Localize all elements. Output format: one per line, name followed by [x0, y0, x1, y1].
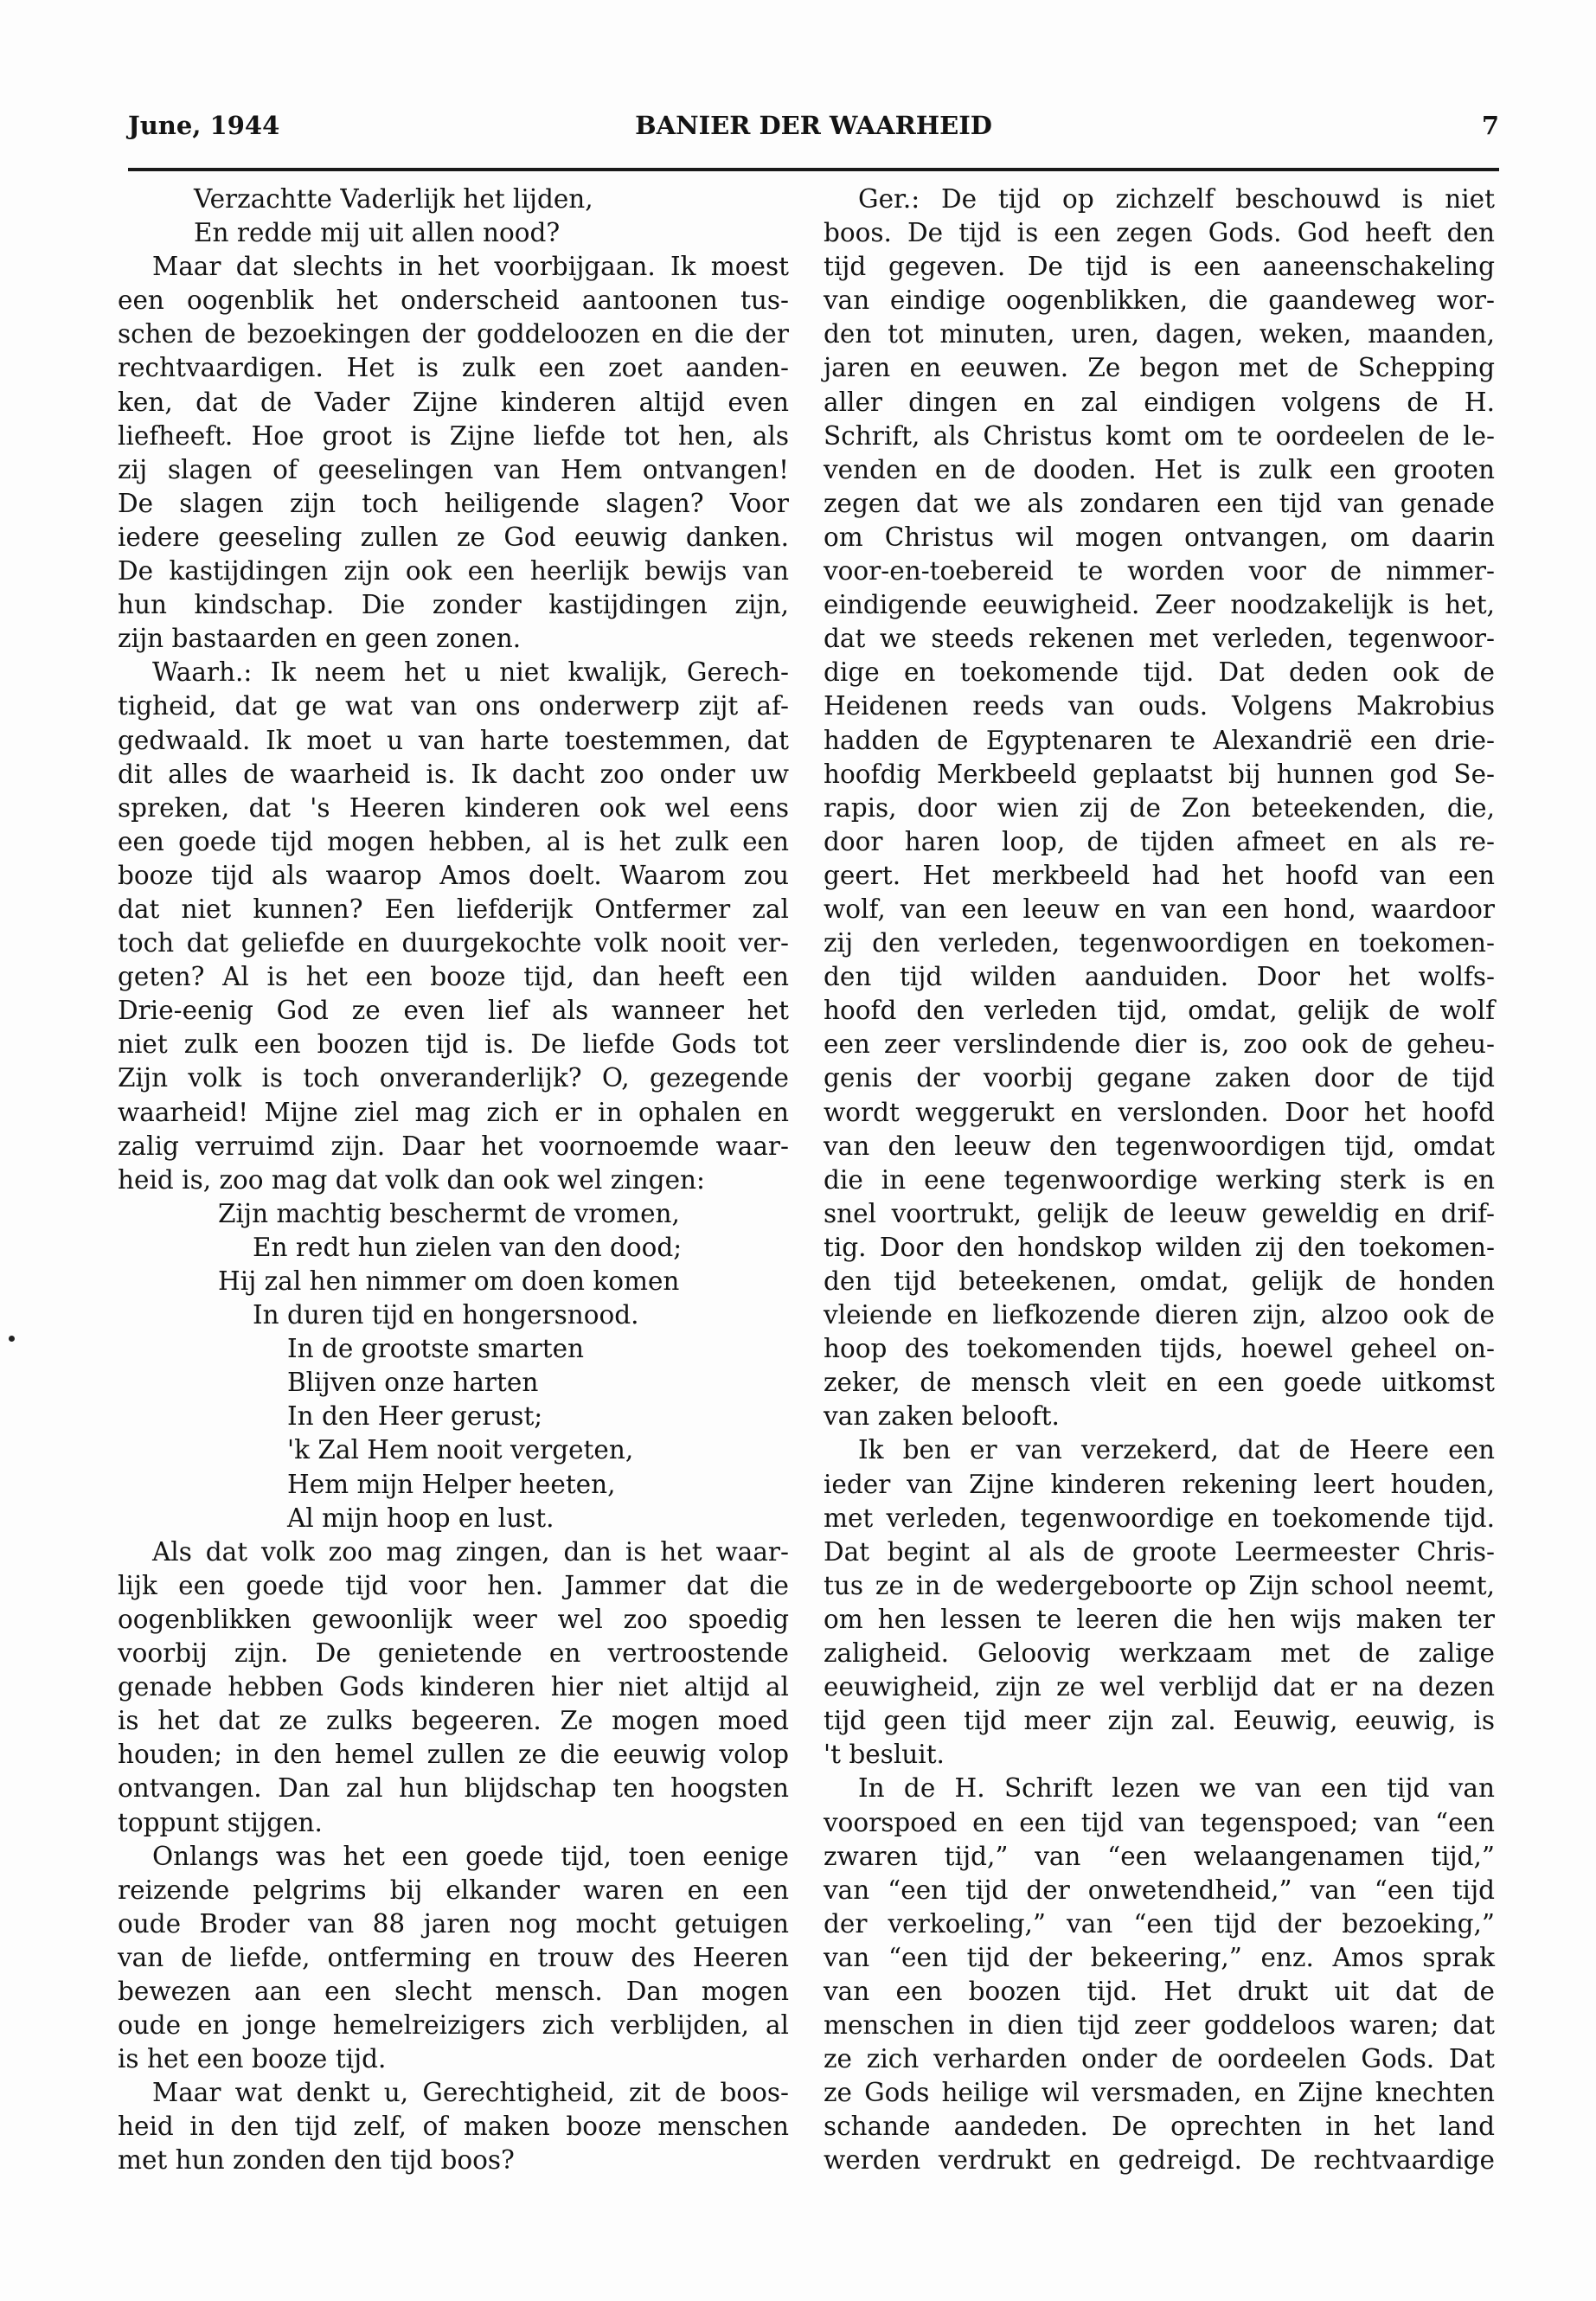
text-line: een goede tijd mogen hebben, al is het zulk een [118, 826, 789, 856]
text-line: voorbij zijn. De genietende en vertroostende [118, 1638, 789, 1669]
text-line: schen de bezoekingen der goddeloozen en die der [118, 319, 789, 349]
text-line: van een boozen tijd. Het drukt uit dat de [824, 1976, 1495, 2006]
right-column [824, 183, 1495, 2178]
text-line: dit alles de waarheid is. Ik dacht zoo onder uw [118, 759, 789, 789]
text-line: tijd geen tijd meer zijn zal. Eeuwig, eeuwig, is [824, 1706, 1495, 1736]
text-line: eeuwigheid, zijn ze wel verblijd dat er na dezen [824, 1672, 1495, 1702]
text-line: zijn bastaarden en geen zonen. [118, 624, 522, 654]
text-line: van zaken belooft. [824, 1401, 1060, 1432]
text-line: van “een tijd der onwetendheid,” van “een tijd [824, 1875, 1495, 1905]
text-line: In de H. Schrift lezen we van een tijd van [858, 1773, 1495, 1804]
text-line: boos. De tijd is een zegen Gods. God heeft den [824, 218, 1495, 248]
text-line: ze zich verharden onder de oordeelen Gods. Dat [824, 2044, 1495, 2074]
text-line: En redde mij uit allen nood? [194, 218, 561, 248]
text-line: booze tijd als waarop Amos doelt. Waarom zou [118, 860, 789, 890]
text-line: voor-en-toebereid te worden voor de nimmer- [824, 556, 1495, 586]
text-line: met hun zonden den tijd boos? [118, 2145, 515, 2176]
text-line: Zijn machtig beschermt de vromen, [218, 1198, 680, 1228]
page-number: 7 [1481, 111, 1499, 140]
text-line: oude en jonge hemelreizigers zich verblijden, al [118, 2010, 789, 2041]
text-line: Maar dat slechts in het voorbijgaan. Ik moest [152, 252, 789, 282]
text-line: rapis, door wien zij de Zon beteekenden, die, [824, 792, 1495, 823]
text-line: bewezen aan een slecht mensch. Dan mogen [118, 1976, 789, 2006]
text-line: gedwaald. Ik moet u van harte toestemmen, dat [118, 725, 789, 755]
text-line: dat niet kunnen? Een liefderijk Ontfermer zal [118, 894, 789, 924]
text-line: Verzachtte Vaderlijk het lijden, [194, 184, 593, 214]
text-line: eindigende eeuwigheid. Zeer noodzakelijk is het, [824, 590, 1495, 620]
text-line: dat we steeds rekenen met verleden, tegenwoor- [824, 624, 1495, 654]
text-line: Hij zal hen nimmer om doen komen [218, 1266, 680, 1296]
text-line: tigheid, dat ge wat van ons onderwerp zijt af- [118, 691, 789, 721]
text-line: Zijn volk is toch onveranderlijk? O, gezegende [118, 1063, 789, 1093]
text-line: In de grootste smarten [287, 1334, 585, 1364]
text-line: lijk een goede tijd voor hen. Jammer dat die [118, 1570, 789, 1600]
text-line: genis der voorbij gegane zaken door de tijd [824, 1063, 1495, 1093]
text-line: wolf, van een leeuw en van een hond, waardoor [824, 894, 1495, 924]
text-line: Als dat volk zoo mag zingen, dan is het waar- [152, 1536, 789, 1567]
text-line: ze Gods heilige wil versmaden, en Zijne knechten [824, 2078, 1495, 2108]
text-line: vleiende en liefkozende dieren zijn, alzoo ook de [824, 1300, 1495, 1330]
text-line: van eindige oogenblikken, die gaandeweg wor- [824, 285, 1495, 316]
text-line: werden verdrukt en gedreigd. De rechtvaardige [824, 2145, 1495, 2176]
text-line: Dat begint al als de groote Leermeester Chris- [824, 1536, 1495, 1567]
text-line: Hem mijn Helper heeten, [287, 1469, 616, 1499]
text-line: der verkoeling,” van “een tijd der bezoeking,” [824, 1908, 1495, 1939]
text-line: En redt hun zielen van den dood; [253, 1232, 683, 1262]
text-line: die in eene tegenwoordige werking sterk is en [824, 1164, 1495, 1195]
left-column [118, 183, 789, 2178]
header-date: June, 1944 [128, 111, 280, 140]
text-line: van den leeuw den tegenwoordigen tijd, omdat [824, 1131, 1495, 1161]
text-line: heid in den tijd zelf, of maken booze menschen [118, 2112, 789, 2142]
text-line: zwaren tijd,” van “een welaangenamen tijd,” [824, 1841, 1495, 1871]
text-line: Waarh.: Ik neem het u niet kwalijk, Gerech- [152, 657, 789, 688]
text-line: van de liefde, ontferming en trouw des Heeren [118, 1942, 789, 1972]
text-line: In duren tijd en hongersnood. [253, 1300, 639, 1330]
text-line: den tot minuten, uren, dagen, weken, maanden, [824, 319, 1495, 349]
text-line: dige en toekomende tijd. Dat deden ook de [824, 657, 1495, 688]
text-line: den tijd wilden aanduiden. Door het wolfs- [824, 962, 1495, 992]
text-line: De kastijdingen zijn ook een heerlijk bewijs van [118, 556, 789, 586]
text-line: aller dingen en zal eindigen volgens de H. [824, 387, 1495, 417]
header-title: BANIER DER WAARHEID [635, 111, 992, 140]
page-header [128, 111, 1499, 154]
header-rule [128, 168, 1499, 171]
text-line: voorspoed en een tijd van tegenspoed; van “een [824, 1807, 1495, 1837]
text-line: Maar wat denkt u, Gerechtigheid, zit de boos- [152, 2078, 789, 2108]
text-line: hoofd den verleden tijd, omdat, gelijk de wolf [824, 996, 1495, 1026]
text-line: Drie-eenig God ze even lief als wanneer het [118, 996, 789, 1026]
text-line: zij slagen of geeselingen van Hem ontvangen! [118, 454, 789, 484]
text-line: zeker, de mensch vleit en een goede uitkomst [824, 1368, 1495, 1398]
text-line: liefheeft. Hoe groot is Zijne liefde tot hen, als [118, 420, 789, 451]
text-line: Schrift, als Christus komt om te oordeelen de le- [824, 420, 1495, 451]
text-line: door haren loop, de tijden afmeet en als re- [824, 826, 1495, 856]
text-line: hoop des toekomenden tijds, hoewel geheel on- [824, 1334, 1495, 1364]
text-line: tus ze in de wedergeboorte op Zijn school neemt, [824, 1570, 1495, 1600]
text-line: hun kindschap. Die zonder kastijdingen zijn, [118, 590, 789, 620]
text-line: is het een booze tijd. [118, 2044, 387, 2074]
text-line: zij den verleden, tegenwoordigen en toekomen- [824, 928, 1495, 958]
text-line: snel voortrukt, gelijk de leeuw geweldig en drif- [824, 1198, 1495, 1228]
text-line: hoofdig Merkbeeld geplaatst bij hunnen god Se- [824, 759, 1495, 789]
text-line: een zeer verslindende dier is, zoo ook de geheu- [824, 1029, 1495, 1060]
text-line: 'k Zal Hem nooit vergeten, [287, 1435, 634, 1465]
text-line: rechtvaardigen. Het is zulk een zoet aanden- [118, 353, 789, 383]
text-line: zegen dat we als zondaren een tijd van genade [824, 488, 1495, 518]
text-line: toppunt stijgen. [118, 1807, 323, 1837]
text-line: zalig verruimd zijn. Daar het voornoemde waar- [118, 1131, 789, 1161]
text-line: geert. Het merkbeeld had het hoofd van een [824, 860, 1495, 890]
text-line: waarheid! Mijne ziel mag zich er in ophalen en [118, 1097, 789, 1127]
text-line: spreken, dat 's Heeren kinderen ook wel eens [118, 792, 789, 823]
text-line: geten? Al is het een booze tijd, dan heeft een [118, 962, 789, 992]
text-line: De slagen zijn toch heiligende slagen? Voor [118, 488, 789, 518]
text-line: ieder van Zijne kinderen rekening leert houden, [824, 1469, 1495, 1499]
text-line: van “een tijd der bekeering,” enz. Amos sprak [824, 1942, 1495, 1972]
text-line: tijd gegeven. De tijd is een aaneenschakeling [824, 252, 1495, 282]
text-line: venden en de dooden. Het is zulk een grooten [824, 454, 1495, 484]
text-line: een oogenblik het onderscheid aantoonen tus- [118, 285, 789, 316]
text-line: met verleden, tegenwoordige en toekomende tijd. [824, 1503, 1495, 1533]
scan-speck [9, 1336, 15, 1342]
text-line: oogenblikken gewoonlijk weer wel zoo spoedig [118, 1604, 789, 1634]
text-line: Onlangs was het een goede tijd, toen eenige [152, 1841, 789, 1871]
text-line: ontvangen. Dan zal hun blijdschap ten hoogsten [118, 1773, 789, 1804]
text-line: jaren en eeuwen. Ze begon met de Schepping [824, 353, 1495, 383]
text-line: om hen lessen te leeren die hen wijs maken ter [824, 1604, 1495, 1634]
text-line: In den Heer gerust; [287, 1401, 543, 1432]
text-line: reizende pelgrims bij elkander waren en een [118, 1875, 789, 1905]
text-line: is het dat ze zulks begeeren. Ze mogen moed [118, 1706, 789, 1736]
text-line: den tijd beteekenen, omdat, gelijk de honden [824, 1266, 1495, 1296]
text-line: tig. Door den hondskop wilden zij den toekomen- [824, 1232, 1495, 1262]
text-line: 't besluit. [824, 1740, 945, 1770]
text-line: genade hebben Gods kinderen hier niet altijd al [118, 1672, 789, 1702]
text-line: Ik ben er van verzekerd, dat de Heere een [858, 1435, 1495, 1465]
text-line: heid is, zoo mag dat volk dan ook wel zingen: [118, 1164, 705, 1195]
text-line: schande aandeden. De oprechten in het land [824, 2112, 1495, 2142]
text-line: Blijven onze harten [287, 1368, 539, 1398]
text-line: oude Broder van 88 jaren nog mocht getuigen [118, 1908, 789, 1939]
text-line: hadden de Egyptenaren te Alexandrië een drie- [824, 725, 1495, 755]
text-line: niet zulk een boozen tijd is. De liefde Gods tot [118, 1029, 789, 1060]
text-line: ken, dat de Vader Zijne kinderen altijd even [118, 387, 789, 417]
text-line: Al mijn hoop en lust. [287, 1503, 554, 1533]
text-line: zaligheid. Geloovig werkzaam met de zalige [824, 1638, 1495, 1669]
text-line: toch dat geliefde en duurgekochte volk nooit ver- [118, 928, 789, 958]
text-line: iedere geeseling zullen ze God eeuwig danken. [118, 522, 789, 552]
text-line: om Christus wil mogen ontvangen, om daarin [824, 522, 1495, 552]
text-line: wordt weggerukt en verslonden. Door het hoofd [824, 1097, 1495, 1127]
text-line: Heidenen reeds van ouds. Volgens Makrobius [824, 691, 1495, 721]
text-line: Ger.: De tijd op zichzelf beschouwd is niet [858, 184, 1495, 214]
text-line: menschen in dien tijd zeer goddeloos waren; dat [824, 2010, 1495, 2041]
text-line: houden; in den hemel zullen ze die eeuwig volop [118, 1740, 789, 1770]
